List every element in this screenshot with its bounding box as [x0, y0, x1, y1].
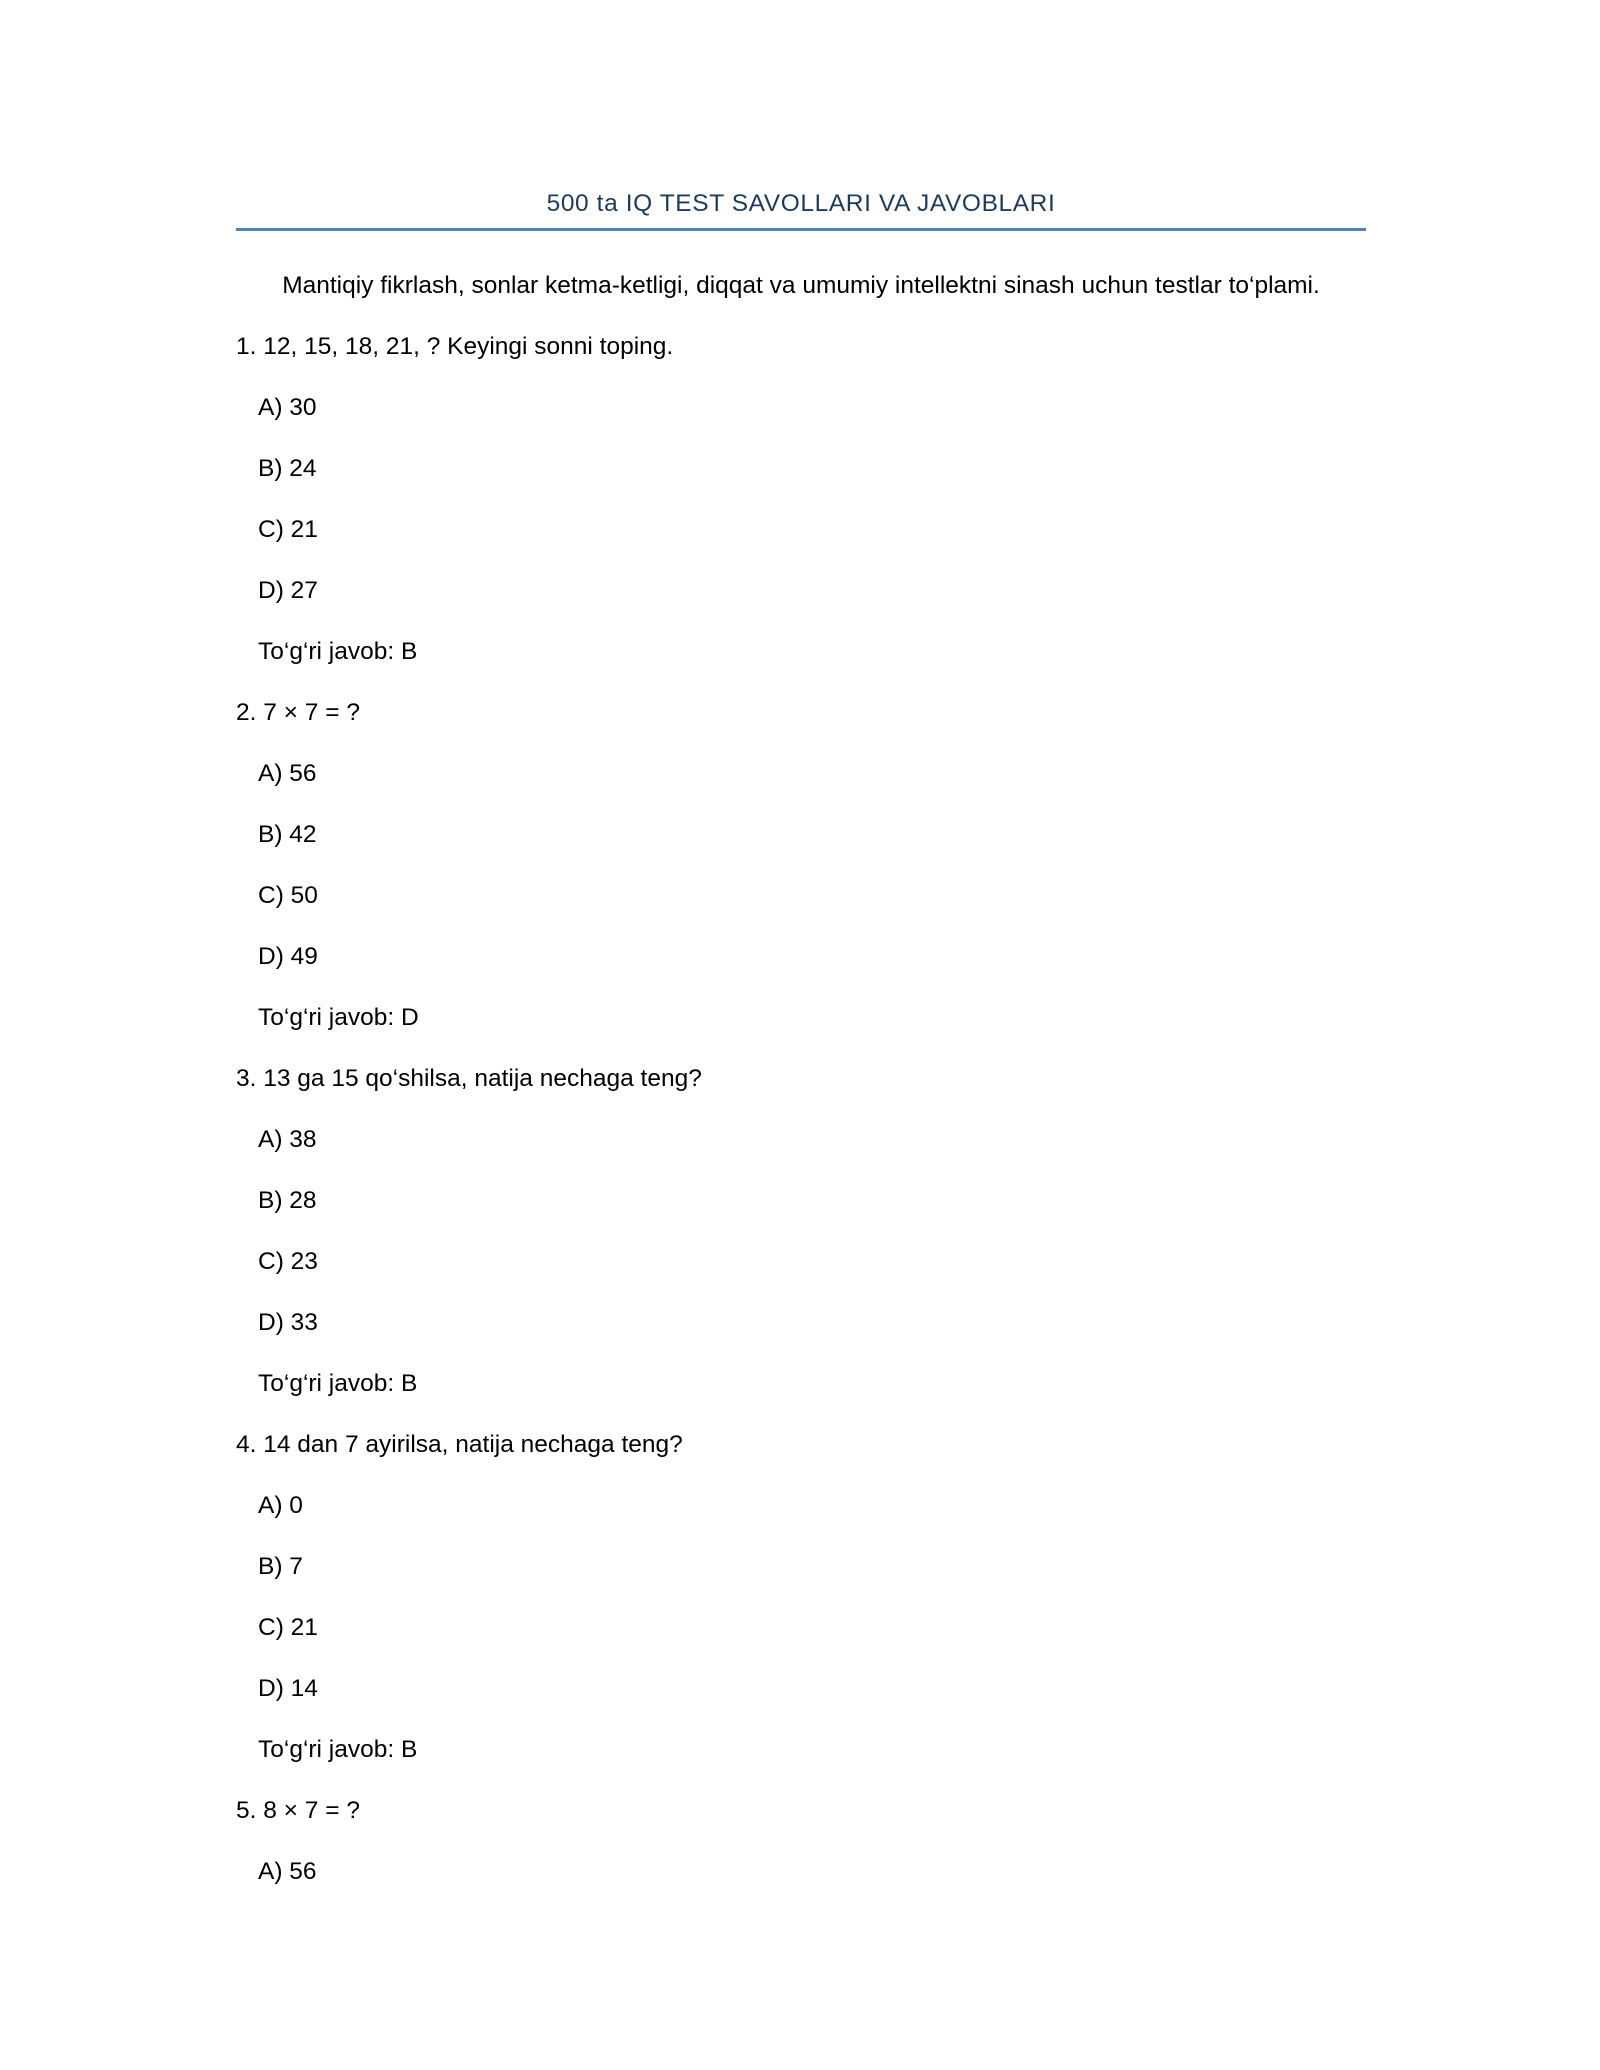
option-a: A) 56	[258, 1858, 317, 1885]
option-d: D) 33	[258, 1309, 318, 1336]
option-a: A) 38	[258, 1126, 317, 1153]
question-text: 4. 14 dan 7 ayirilsa, natija nechaga teng?	[236, 1431, 683, 1458]
option-c: C) 21	[258, 1614, 318, 1641]
document-title: 500 ta IQ TEST SAVOLLARI VA JAVOBLARI	[546, 190, 1056, 217]
option-d: D) 14	[258, 1675, 318, 1702]
option-b: B) 24	[258, 455, 317, 482]
option-b: B) 7	[258, 1553, 303, 1580]
question-text: 1. 12, 15, 18, 21, ? Keyingi sonni toping.	[236, 333, 674, 360]
correct-answer: To‘g‘ri javob: D	[258, 1004, 419, 1031]
option-b: B) 28	[258, 1187, 317, 1214]
option-b: B) 42	[258, 821, 317, 848]
intro-paragraph: Mantiqiy fikrlash, sonlar ketma-ketligi, diqqat va umumiy intellektni sinash uchun testlar to‘plami.	[282, 272, 1320, 299]
option-a: A) 0	[258, 1492, 303, 1519]
option-c: C) 23	[258, 1248, 318, 1275]
question-text: 2. 7 × 7 = ?	[236, 699, 360, 726]
title-underline	[236, 228, 1366, 231]
correct-answer: To‘g‘ri javob: B	[258, 638, 418, 665]
option-a: A) 56	[258, 760, 317, 787]
option-c: C) 50	[258, 882, 318, 909]
question-text: 3. 13 ga 15 qo‘shilsa, natija nechaga teng?	[236, 1065, 702, 1092]
question-text: 5. 8 × 7 = ?	[236, 1797, 360, 1824]
questions-list	[236, 331, 1366, 1917]
correct-answer: To‘g‘ri javob: B	[258, 1736, 418, 1763]
option-d: D) 49	[258, 943, 318, 970]
option-a: A) 30	[258, 394, 317, 421]
correct-answer: To‘g‘ri javob: B	[258, 1370, 418, 1397]
option-c: C) 21	[258, 516, 318, 543]
option-d: D) 27	[258, 577, 318, 604]
